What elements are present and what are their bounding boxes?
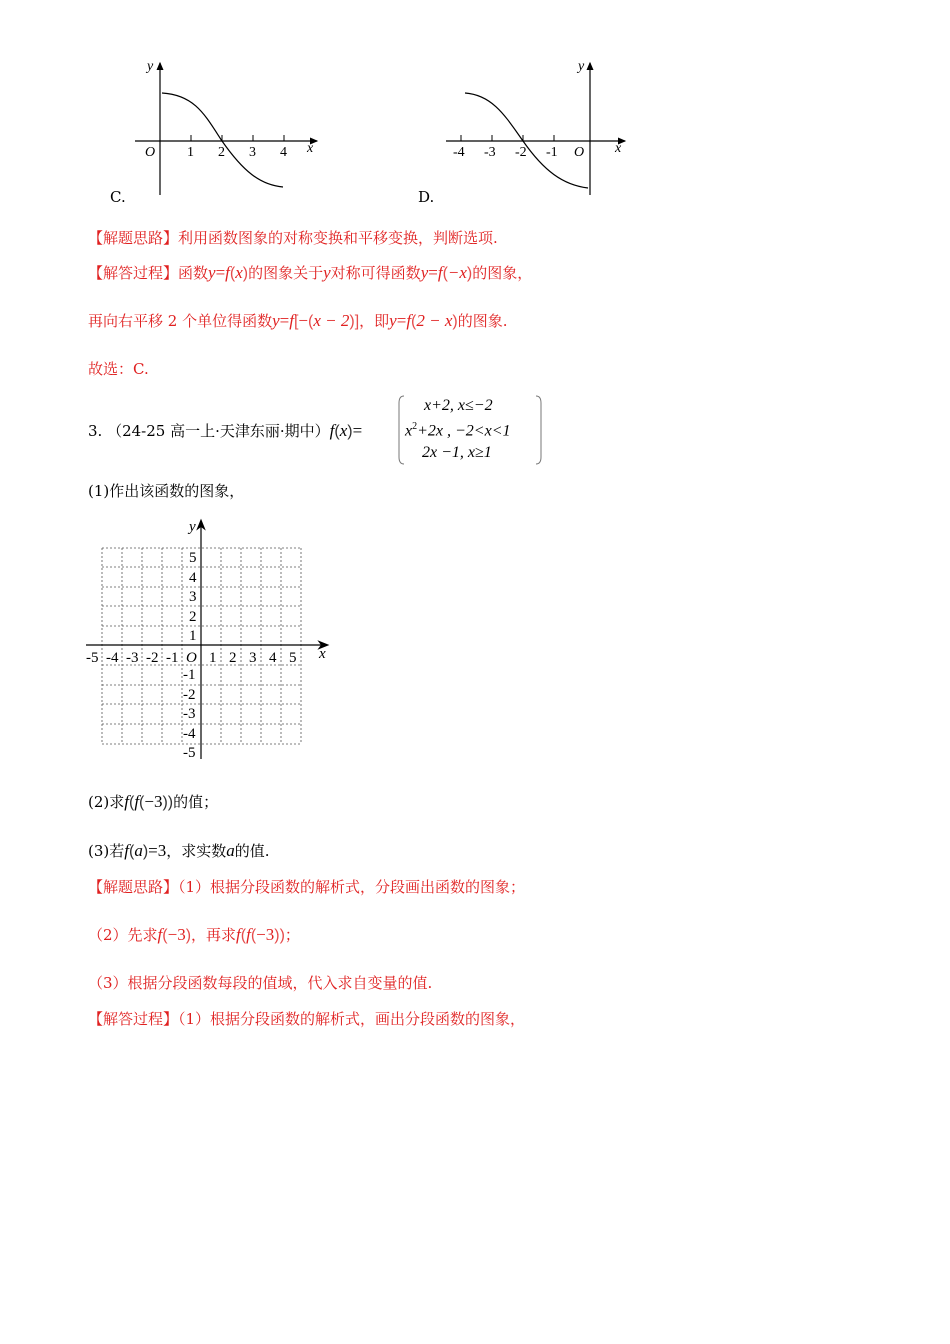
math-var: y [389, 311, 397, 330]
text: 的值； [173, 793, 219, 811]
origin-label: O [145, 145, 156, 160]
math-var: f [246, 925, 251, 944]
tick-label: -2 [515, 145, 527, 160]
math-var: a [226, 841, 235, 860]
idea-line [88, 227, 498, 249]
math-var: f [124, 841, 129, 860]
math-op: = [279, 311, 290, 330]
math-expr: −x [447, 263, 467, 282]
math-var: f [236, 925, 241, 944]
math-var: f [134, 792, 140, 811]
tick-label: 1 [209, 650, 217, 666]
tick-label: 3 [249, 145, 256, 160]
math-var: f [289, 311, 294, 330]
process-tag: 【解答过程】 [88, 1010, 179, 1028]
math-var: y [323, 263, 331, 282]
tick-label: 2 [218, 145, 225, 160]
tick-label: -2 [146, 650, 159, 666]
case-text: +2x , −2<x<1 [417, 422, 511, 440]
y-axis-label: y [578, 59, 585, 74]
figure-d-graph [438, 55, 638, 200]
answer-line: 故选：C. [88, 360, 149, 378]
origin-label: O [186, 650, 197, 666]
problem-source: （24-25 高一上·天津东丽·期中） [107, 422, 330, 440]
math-expr: −3 [256, 925, 275, 944]
piecewise-case-2 [405, 421, 511, 440]
math-op: = [148, 841, 158, 860]
tick-label: -1 [183, 667, 196, 683]
math-var: f [157, 925, 163, 944]
tick-label: 3 [249, 650, 257, 666]
tick-label: 2 [189, 609, 197, 625]
question-3: (3)若f(a)=3，求实数a的值. [88, 841, 270, 860]
text: 函数 [178, 264, 209, 282]
tick-label: -1 [546, 145, 558, 160]
idea-tag: 【解题思路】 [88, 229, 179, 247]
tick-label: 4 [269, 650, 277, 666]
coordinate-grid [82, 515, 342, 765]
math-var: y [208, 263, 216, 282]
y-axis-label: y [147, 59, 154, 74]
case-text: x [405, 422, 413, 440]
problem-number: 3. [88, 422, 103, 440]
math-var: f [225, 263, 230, 282]
exponent: 2 [412, 421, 418, 432]
tick-label: -5 [86, 650, 99, 666]
math-op: = [428, 263, 438, 282]
tick-label: -1 [166, 650, 179, 666]
process-tag: 【解答过程】 [88, 264, 179, 282]
x-axis-label: x [307, 141, 314, 156]
math-var: y [420, 263, 429, 282]
text: 对称可得函数 [330, 264, 421, 282]
text: ，求实数 [166, 842, 227, 860]
math-op: = [396, 311, 407, 330]
solution3-idea-3: （3）根据分段函数每段的值域，代入求自变量的值. [88, 974, 433, 992]
text: 的图象. [457, 312, 508, 330]
math-op: = [215, 263, 226, 282]
piecewise-case-3: 2x −1, x≥1 [422, 444, 492, 461]
solution3-idea-1 [88, 876, 525, 898]
math-var: f [406, 311, 412, 330]
tick-label: -3 [126, 650, 139, 666]
text: (2)求 [88, 793, 125, 811]
math-var: f [329, 421, 335, 440]
text: （1）根据分段函数的解析式，画出分段函数的图象， [178, 1010, 526, 1028]
solution3-idea-2: （2）先求f(−3)，再求f(f(−3))； [88, 925, 300, 944]
process-line-2: 再向右平移 2 个单位得函数y=f[−(x − 2)]，即y=f(2 − x)的图象. [88, 311, 508, 330]
process-line-1: 【解答过程】函数y=f(x)的图象关于y对称可得函数y=f(−x)的图象， [88, 263, 533, 282]
idea-text: 利用函数图象的对称变换和平移变换，判断选项. [178, 229, 498, 247]
question-2: (2)求f(f(−3))的值； [88, 792, 219, 811]
math-var: y [272, 311, 280, 330]
math-expr: −3 [167, 925, 186, 944]
math-var: f [124, 792, 129, 811]
math-num: 3 [157, 841, 167, 860]
tick-label: 1 [189, 628, 197, 644]
tick-label: 5 [189, 550, 197, 566]
text: （1）根据分段函数的解析式，分段画出函数的图象； [178, 878, 526, 896]
tick-label: -4 [453, 145, 465, 160]
option-d-label: D. [418, 188, 435, 206]
tick-label: 1 [187, 145, 194, 160]
text: 的图象， [472, 264, 533, 282]
math-op: = [352, 421, 363, 440]
math-var: x [235, 263, 243, 282]
origin-label: O [574, 145, 585, 160]
tick-label: 2 [229, 650, 237, 666]
text: ，即 [359, 312, 390, 330]
tick-label: 5 [289, 650, 297, 666]
text: 的图象关于 [248, 264, 324, 282]
math-expr: x − 2 [313, 311, 350, 330]
solution3-process-1 [88, 1008, 525, 1030]
tick-label: -3 [484, 145, 496, 160]
tick-label: -3 [183, 706, 196, 722]
text: (3)若 [88, 842, 125, 860]
tick-label: 3 [189, 589, 197, 605]
math-var: a [134, 841, 143, 860]
math-expr: −3 [144, 792, 163, 811]
math-op: − [298, 311, 309, 330]
tick-label: -2 [183, 687, 196, 703]
y-axis-label: y [189, 519, 196, 535]
piecewise-case-1: x+2, x≤−2 [424, 397, 493, 414]
math-expr: 2 − x [416, 311, 453, 330]
x-axis-label: x [319, 646, 326, 662]
tick-label: -4 [183, 726, 196, 742]
text: ； [284, 926, 300, 944]
tick-label: -4 [106, 650, 119, 666]
problem-3-header: 3. （24-25 高一上·天津东丽·期中）f(x)= [88, 421, 363, 440]
text: ，再求 [191, 926, 237, 944]
question-1: (1)作出该函数的图象， [88, 482, 245, 500]
text: （2）先求 [88, 926, 158, 944]
x-axis-label: x [615, 141, 622, 156]
math-var: f [437, 263, 443, 282]
math-var: x [339, 421, 348, 440]
option-c-label: C. [110, 188, 126, 206]
text: 再向右平移 2 个单位得函数 [88, 312, 273, 330]
tick-label: 4 [280, 145, 287, 160]
tick-label: 4 [189, 570, 197, 586]
idea-tag: 【解题思路】 [88, 878, 179, 896]
figure-c-graph [125, 55, 330, 200]
tick-label: -5 [183, 745, 196, 761]
text: 的值. [234, 842, 270, 860]
